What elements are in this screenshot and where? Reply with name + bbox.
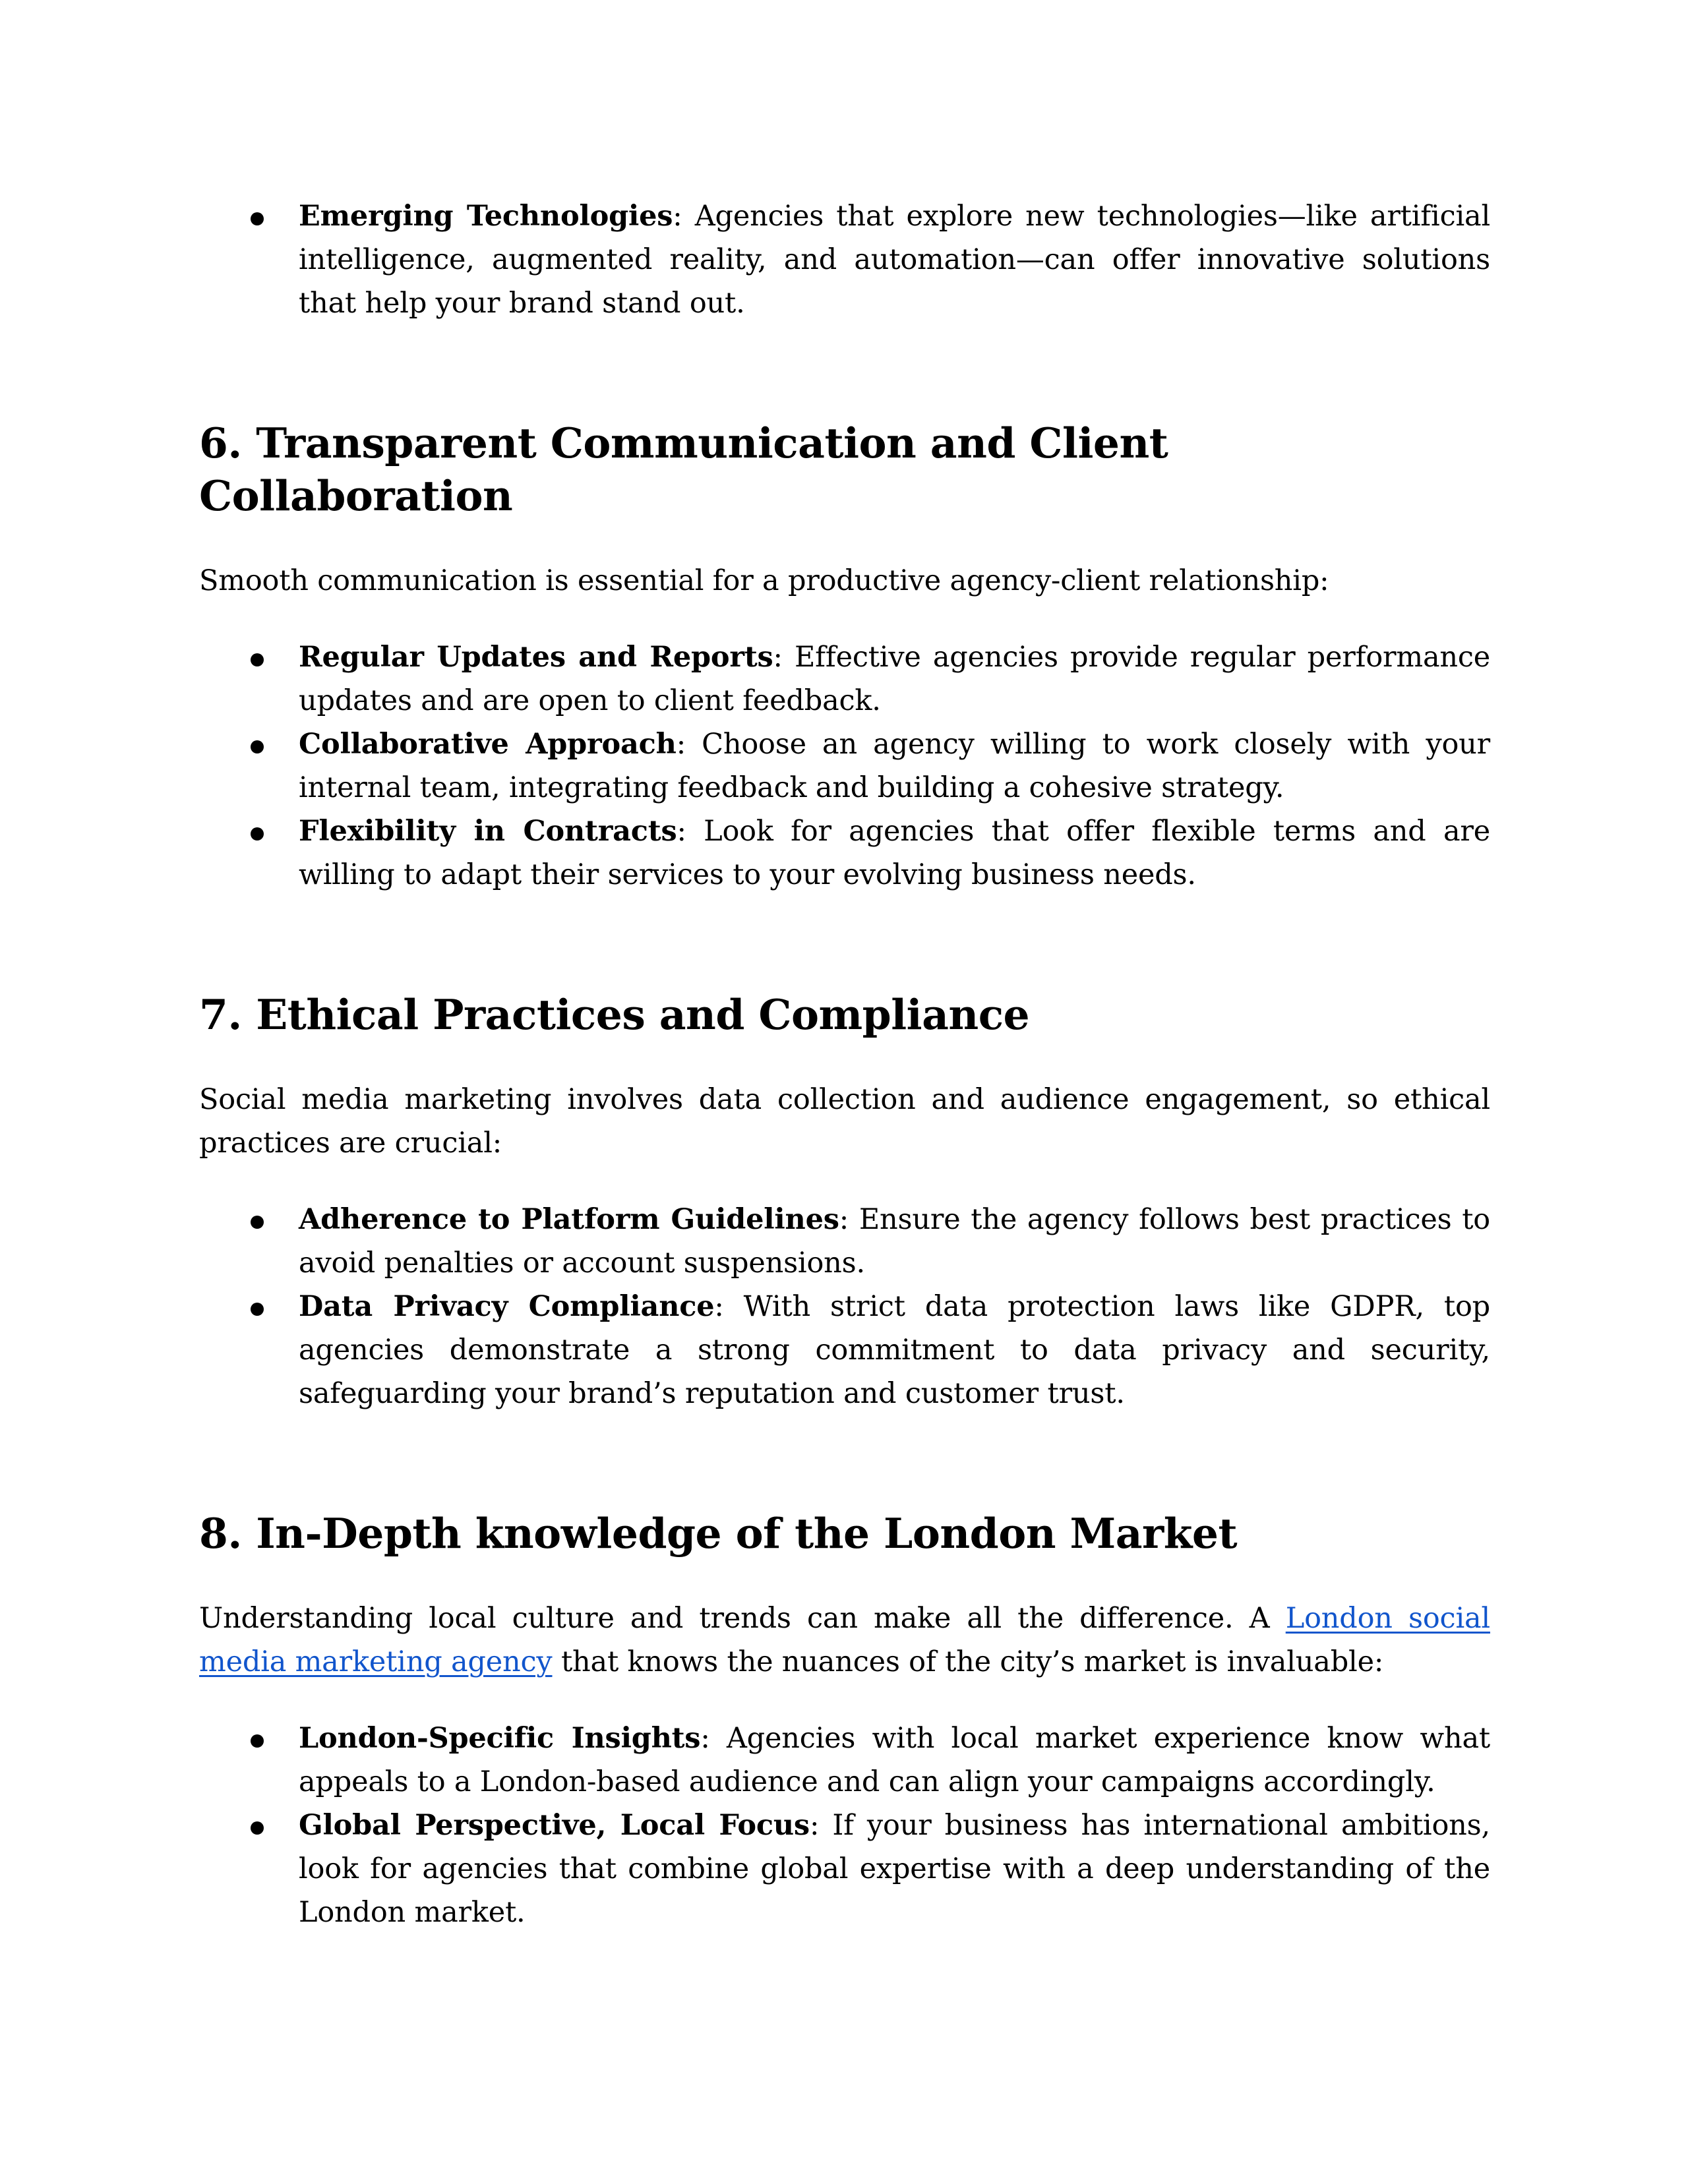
bullet-list	[199, 635, 1490, 897]
list-item-term: Regular Updates and Reports	[299, 641, 773, 674]
list-item	[199, 194, 1490, 325]
list-item-term: Collaborative Approach	[299, 728, 677, 761]
bullet-dot-icon	[251, 827, 264, 841]
list-item	[199, 635, 1490, 723]
list-item	[199, 1804, 1490, 1934]
list-item-term: Adherence to Platform Guidelines	[299, 1203, 839, 1236]
bullet-list	[199, 1717, 1490, 1934]
bullet-dot-icon	[251, 212, 264, 225]
list-item-term: Flexibility in Contracts	[299, 815, 677, 848]
list-item-text: : Look for agencies that offer flexible terms and are willing to adapt their services to your evolving business needs.	[299, 815, 1490, 891]
list-item	[199, 1717, 1490, 1804]
list-item-text: : Effective agencies provide regular performance updates and are open to client feedback.	[299, 641, 1491, 717]
section-intro	[199, 1597, 1490, 1684]
list-item-term: London-Specific Insights	[299, 1722, 701, 1755]
section-7	[199, 988, 1490, 1415]
section-intro: Smooth communication is essential for a productive agency-client relationship:	[199, 564, 1329, 597]
list-item	[199, 723, 1490, 810]
list-item-term: Data Privacy Compliance	[299, 1290, 715, 1323]
list-item-text: : If your business has international ambitions, look for agencies that combine global expertise with a deep understanding of the London market.	[299, 1809, 1490, 1929]
bullet-dot-icon	[251, 740, 264, 753]
list-item-text: : Agencies with local market experience know what appeals to a London-based audience and can align your campaigns accordingly.	[299, 1722, 1490, 1798]
bullet-list	[199, 1198, 1490, 1415]
bullet-dot-icon	[251, 1734, 264, 1748]
list-item-text: : With strict data protection laws like GDPR, top agencies demonstrate a strong commitment to data privacy and security, safeguarding your brand’s reputation and customer trust.	[299, 1290, 1490, 1410]
bullet-dot-icon	[251, 1216, 264, 1229]
intro-text-before-link: Understanding local culture and trends can make all the difference. A	[199, 1602, 1286, 1635]
section-heading: 7. Ethical Practices and Compliance	[199, 990, 1030, 1039]
section-heading: 8. In-Depth knowledge of the London Market	[199, 1509, 1238, 1558]
section-6	[199, 417, 1490, 897]
list-item	[199, 1198, 1490, 1285]
list-item	[199, 810, 1490, 897]
list-item-term: Emerging Technologies	[299, 200, 673, 233]
list-item-text: : Agencies that explore new technologies—like artificial intelligence, augmented reality, and automation—can offer innovative solutions that help your brand stand out.	[299, 200, 1490, 320]
list-item-term: Global Perspective, Local Focus	[299, 1809, 810, 1842]
bullet-dot-icon	[251, 1303, 264, 1316]
list-item-text: : Ensure the agency follows best practices to avoid penalties or account suspensions.	[299, 1203, 1490, 1280]
list-item	[199, 1285, 1490, 1415]
bullet-list-top	[199, 194, 1490, 325]
bullet-dot-icon	[251, 1821, 264, 1835]
document-page	[199, 194, 1490, 1934]
list-item-text: : Choose an agency willing to work closely with your internal team, integrating feedback and building a cohesive strategy.	[299, 728, 1490, 804]
london-agency-link[interactable]: London social media marketing agency	[199, 1602, 1490, 1678]
bullet-dot-icon	[251, 653, 264, 666]
section-intro: Social media marketing involves data collection and audience engagement, so ethical practices are crucial:	[199, 1083, 1490, 1160]
section-8	[199, 1507, 1490, 1934]
section-heading: 6. Transparent Communication and Client Collaboration	[199, 419, 1168, 520]
intro-text-after-link: that knows the nuances of the city’s market is invaluable:	[552, 1645, 1384, 1678]
